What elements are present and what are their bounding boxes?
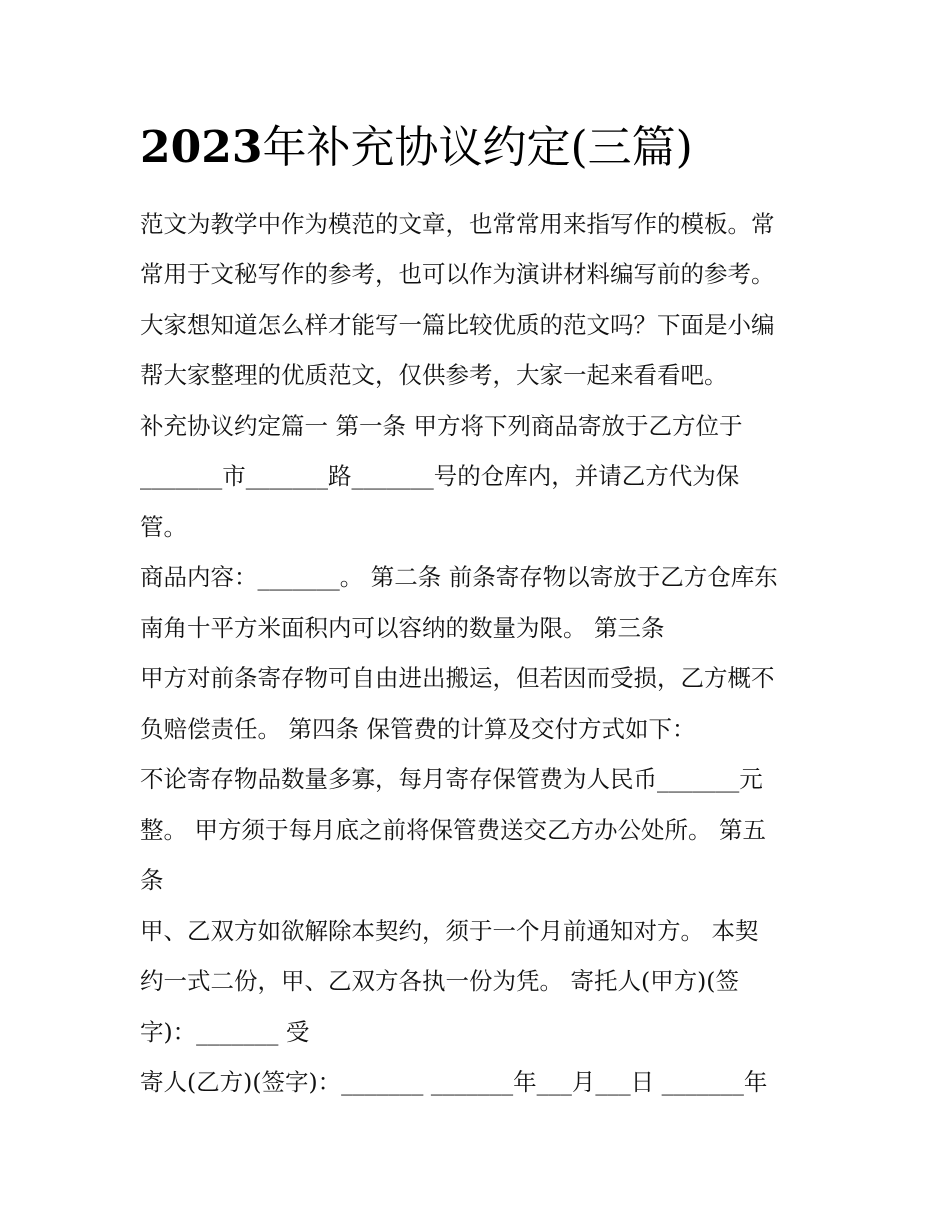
body-line: 负赔偿责任。 第四条 保管费的计算及交付方式如下： — [140, 715, 696, 743]
title-text: 年补充协议约定(三篇) — [262, 122, 693, 173]
body-line: 不论寄存物品数量多寡，每月寄存保管费为人民币_______元 — [140, 765, 763, 793]
body-line: _______市_______路_______号的仓库内，并请乙方代为保 — [140, 462, 740, 490]
body-line: 甲方对前条寄存物可自由进出搬运，但若因而受损，乙方概不 — [140, 664, 775, 692]
body-line: 甲、乙双方如欲解除本契约，须于一个月前通知对方。 本契 — [140, 917, 759, 945]
body-line: 商品内容：_______。 第二条 前条寄存物以寄放于乙方仓库东 — [140, 563, 778, 591]
body-line: 南角十平方米面积内可以容纳的数量为限。 第三条 — [140, 614, 665, 642]
body-line: 字)：_______ 受 — [140, 1018, 310, 1046]
body-line: 补充协议约定篇一 第一条 甲方将下列商品寄放于乙方位于 — [140, 412, 743, 440]
body-line: 整。 甲方须于每月底之前将保管费送交乙方办公处所。 第五 — [140, 816, 766, 844]
body-line: 常用于文秘写作的参考，也可以作为演讲材料编写前的参考。 — [140, 260, 775, 288]
page-title — [140, 118, 693, 178]
body-line: 大家想知道怎么样才能写一篇比较优质的范文吗？下面是小编 — [140, 311, 775, 339]
body-line: 帮大家整理的优质范文，仅供参考，大家一起来看看吧。 — [140, 361, 728, 389]
body-line: 管。 — [140, 513, 187, 541]
title-year: 2023 — [140, 122, 263, 173]
body-line: 范文为教学中作为模范的文章，也常常用来指写作的模板。常 — [140, 210, 775, 238]
body-line: 约一式二份，甲、乙双方各执一份为凭。 寄托人(甲方)(签 — [140, 967, 739, 995]
body-line: 条 — [140, 866, 164, 894]
body-line: 寄人(乙方)(签字)：_______ _______年___月___日 _______年 — [140, 1068, 768, 1096]
